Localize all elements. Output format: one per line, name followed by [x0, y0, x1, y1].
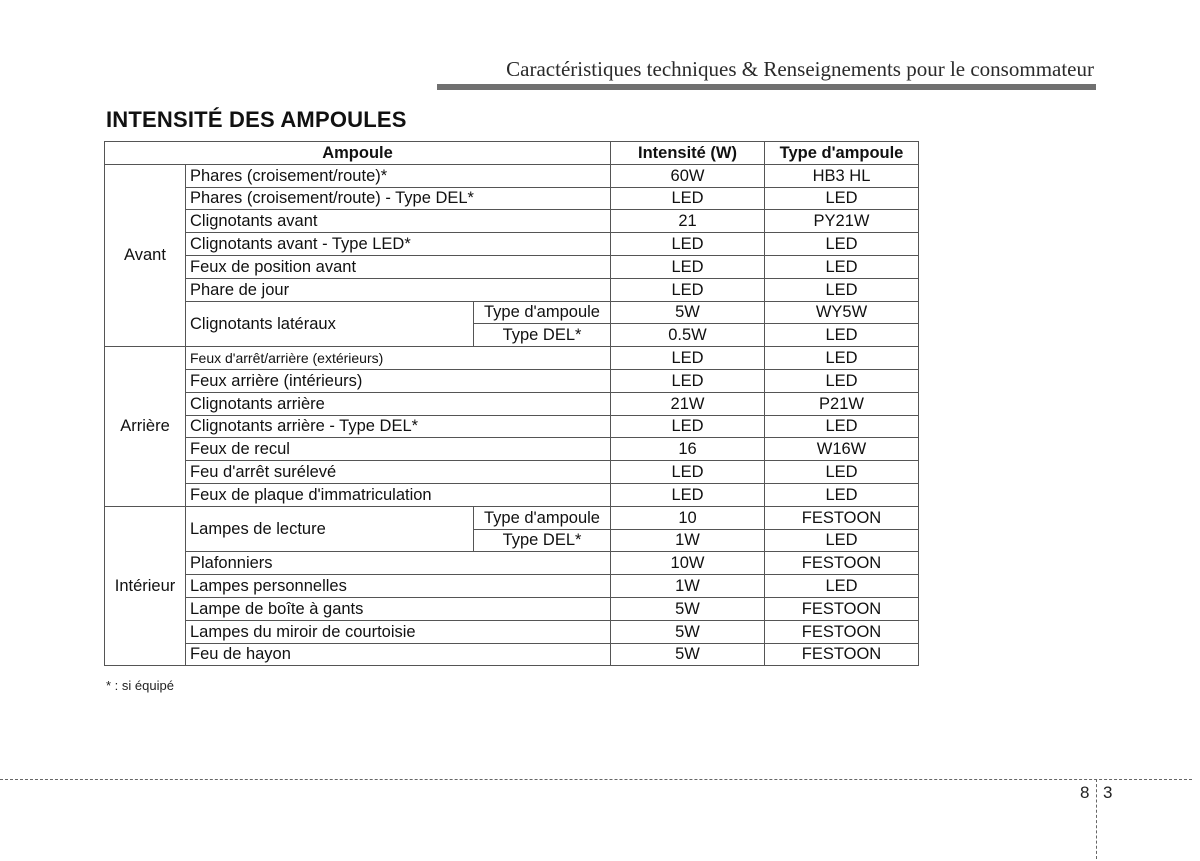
bulb-wattage: LED	[611, 461, 765, 484]
bulb-name: Plafonniers	[186, 552, 611, 575]
bulb-type: LED	[765, 187, 919, 210]
bulb-name: Feux de recul	[186, 438, 611, 461]
bulb-type: LED	[765, 347, 919, 370]
bulb-type: LED	[765, 461, 919, 484]
bulb-type: LED	[765, 324, 919, 347]
bulb-type: LED	[765, 233, 919, 256]
bulb-wattage: LED	[611, 233, 765, 256]
table-row	[105, 415, 919, 438]
bulb-type: LED	[765, 483, 919, 506]
page-number: 3	[1103, 783, 1113, 802]
bulb-name: Clignotants arrière - Type DEL*	[186, 415, 611, 438]
bulb-wattage: 10	[611, 506, 765, 529]
bulb-type: LED	[765, 369, 919, 392]
bulb-table	[104, 141, 919, 666]
bulb-wattage: 21	[611, 210, 765, 233]
bulb-variant: Type d'ampoule	[474, 506, 611, 529]
bulb-type: LED	[765, 278, 919, 301]
table-row	[105, 392, 919, 415]
bulb-name: Lampe de boîte à gants	[186, 597, 611, 620]
group-label-front: Avant	[105, 164, 186, 346]
bulb-name: Lampes du miroir de courtoisie	[186, 620, 611, 643]
bulb-name: Feu d'arrêt surélevé	[186, 461, 611, 484]
bulb-wattage: LED	[611, 278, 765, 301]
bulb-type: LED	[765, 415, 919, 438]
bulb-type: FESTOON	[765, 597, 919, 620]
table-header-row	[105, 142, 919, 165]
bulb-wattage: LED	[611, 255, 765, 278]
table-row	[105, 483, 919, 506]
bulb-wattage: LED	[611, 187, 765, 210]
bulb-wattage: 5W	[611, 643, 765, 666]
bulb-wattage: LED	[611, 483, 765, 506]
group-label-rear: Arrière	[105, 347, 186, 507]
table-row	[105, 347, 919, 370]
table-row	[105, 552, 919, 575]
bulb-variant: Type d'ampoule	[474, 301, 611, 324]
bulb-wattage: 0.5W	[611, 324, 765, 347]
table-row	[105, 575, 919, 598]
bulb-wattage: 5W	[611, 620, 765, 643]
bulb-name: Lampes de lecture	[186, 506, 474, 552]
bulb-type: W16W	[765, 438, 919, 461]
table-row	[105, 301, 919, 324]
footnote: * : si équipé	[106, 678, 174, 693]
bulb-type: PY21W	[765, 210, 919, 233]
bulb-name: Clignotants avant - Type LED*	[186, 233, 611, 256]
bulb-wattage: 1W	[611, 529, 765, 552]
column-header-bulb-type: Type d'ampoule	[765, 142, 919, 165]
bulb-wattage: 5W	[611, 597, 765, 620]
bulb-name: Clignotants latéraux	[186, 301, 474, 347]
table-row	[105, 620, 919, 643]
group-label-interior: Intérieur	[105, 506, 186, 666]
bulb-type: LED	[765, 529, 919, 552]
bulb-type: LED	[765, 575, 919, 598]
bulb-name: Phares (croisement/route) - Type DEL*	[186, 187, 611, 210]
bulb-type: FESTOON	[765, 506, 919, 529]
bulb-name: Phare de jour	[186, 278, 611, 301]
table-row	[105, 278, 919, 301]
bulb-wattage: 5W	[611, 301, 765, 324]
bulb-wattage: LED	[611, 415, 765, 438]
column-header-bulb: Ampoule	[105, 142, 611, 165]
bulb-type: WY5W	[765, 301, 919, 324]
bulb-wattage: 10W	[611, 552, 765, 575]
footer-dashed-rule	[0, 779, 1192, 780]
bulb-type: HB3 HL	[765, 164, 919, 187]
table-row	[105, 369, 919, 392]
bulb-name: Clignotants avant	[186, 210, 611, 233]
bulb-name: Phares (croisement/route)*	[186, 164, 611, 187]
page-header-title: Caractéristiques techniques & Renseignements pour le consommateur	[506, 57, 1094, 81]
page-chapter-number: 8	[1080, 783, 1090, 802]
table-row	[105, 187, 919, 210]
section-title: INTENSITÉ DES AMPOULES	[106, 107, 407, 132]
footer-dashed-divider	[1096, 779, 1097, 859]
bulb-name: Feu de hayon	[186, 643, 611, 666]
bulb-name: Clignotants arrière	[186, 392, 611, 415]
table-row	[105, 461, 919, 484]
table-row	[105, 643, 919, 666]
bulb-wattage: 60W	[611, 164, 765, 187]
bulb-type: FESTOON	[765, 552, 919, 575]
table-row	[105, 438, 919, 461]
bulb-name: Lampes personnelles	[186, 575, 611, 598]
table-row	[105, 210, 919, 233]
header-rule	[437, 84, 1096, 90]
table-row	[105, 506, 919, 529]
bulb-wattage: 1W	[611, 575, 765, 598]
table-row	[105, 597, 919, 620]
table-row	[105, 233, 919, 256]
bulb-type: FESTOON	[765, 643, 919, 666]
bulb-name: Feux de plaque d'immatriculation	[186, 483, 611, 506]
bulb-name: Feux de position avant	[186, 255, 611, 278]
bulb-wattage: LED	[611, 347, 765, 370]
bulb-wattage: 21W	[611, 392, 765, 415]
bulb-variant: Type DEL*	[474, 529, 611, 552]
bulb-wattage: LED	[611, 369, 765, 392]
bulb-name: Feux d'arrêt/arrière (extérieurs)	[186, 347, 611, 370]
bulb-type: P21W	[765, 392, 919, 415]
table-row	[105, 255, 919, 278]
table-row	[105, 164, 919, 187]
bulb-wattage: 16	[611, 438, 765, 461]
bulb-type: LED	[765, 255, 919, 278]
bulb-name: Feux arrière (intérieurs)	[186, 369, 611, 392]
column-header-wattage: Intensité (W)	[611, 142, 765, 165]
bulb-type: FESTOON	[765, 620, 919, 643]
bulb-variant: Type DEL*	[474, 324, 611, 347]
